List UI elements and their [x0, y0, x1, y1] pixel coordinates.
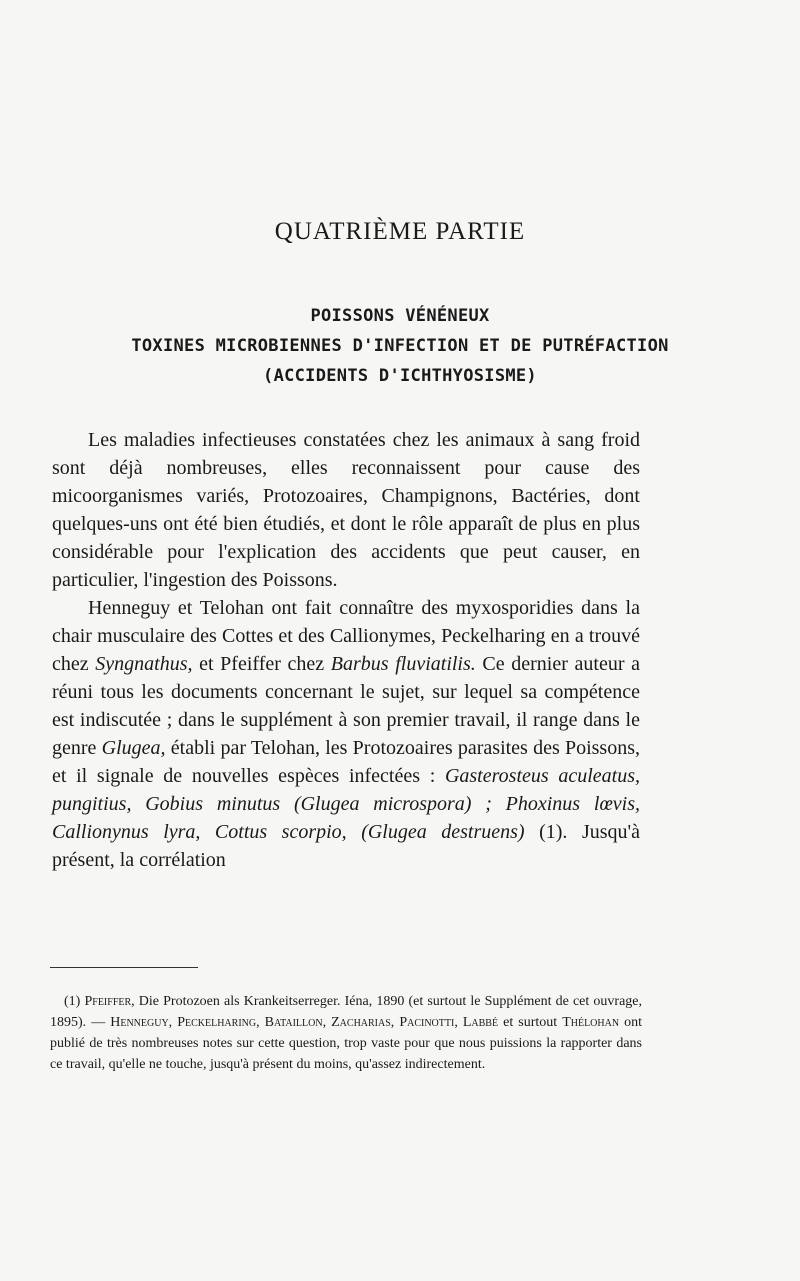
footnote-separator: [50, 967, 198, 968]
footnote-author-1: Pfeiffer: [84, 994, 132, 1009]
para2-italic-3: Glugea,: [101, 737, 166, 759]
heading-1: POISSONS VÉNÉNEUX: [310, 306, 490, 326]
para2-italic-4: Gasterosteus aculeatus, pungitius, Gobius minutus (Glugea microspora) ; Phoxinus lœvis, Callionynus lyra, Cottus scorpio, (Glugea destruens): [52, 765, 640, 843]
heading-3: (ACCIDENTS D'ICHTHYOSISME): [263, 366, 537, 386]
paragraph-2: [52, 594, 640, 874]
footnote-text-1: , Die Protozoen als Krankeitserreger. Iéna, 1890 (et surtout le Supplément de cet ouvrage, 1895). —: [50, 994, 643, 1030]
footnote-paragraph: [50, 991, 642, 1075]
paragraph-1: Les maladies infectieuses constatées chez les animaux à sang froid sont déjà nombreuses, elles reconnaissent pour cause des micoorganismes variés, Protozoaires, Champignons, Bactéries, dont quelques-uns ont été bien étudiés, et dont le rôle apparaît de plus en plus considérable pour l'explication des accidents que peut causer, en particulier, l'ingestion des Poissons.: [52, 429, 640, 591]
footnote-authors-2: Henneguy, Peckelharing, Bataillon, Zacharias, Pacinotti, Labbé: [110, 1015, 499, 1030]
footnote-text-3: ont publié de très nombreuses notes sur cette question, trop vaste pour que nous puissions la rapporter dans ce travail, qu'elle ne touche, jusqu'à présent du moins, qu'assez indirectement.: [50, 1015, 643, 1072]
footnote-mark: (1): [64, 994, 81, 1009]
para2-text-3: Ce dernier auteur a réuni tous les documents concernant le sujet, sur lequel sa compétence est indiscutée ; dans le supplément à son premier travail, il range dans le genre: [52, 653, 641, 759]
para2-italic-2: Barbus fluviatilis.: [330, 653, 476, 675]
body-text: [52, 426, 640, 874]
para2-italic-1: Syngnathus,: [95, 653, 193, 675]
part-title: QUATRIÈME PARTIE: [274, 218, 526, 245]
para2-text-2: et Pfeiffer chez: [192, 653, 331, 675]
footnote: [50, 991, 642, 1075]
para2-text-4: établi par Telohan, les Protozoaires parasites des Poissons, et il signale de nouvelles espèces infectées :: [52, 737, 640, 787]
para2-text-1: Henneguy et Telohan ont fait connaître des myxosporidies dans la chair musculaire des Cottes et des Callionymes, Peckelharing en a trouvé chez: [52, 597, 640, 675]
para2-text-5: (1). Jusqu'à présent, la corrélation: [52, 821, 641, 871]
heading-2: TOXINES MICROBIENNES D'INFECTION ET DE PUTRÉFACTION: [131, 336, 669, 356]
footnote-text-2: et surtout: [498, 1015, 563, 1030]
footnote-author-3: Thélohan: [562, 1015, 620, 1030]
